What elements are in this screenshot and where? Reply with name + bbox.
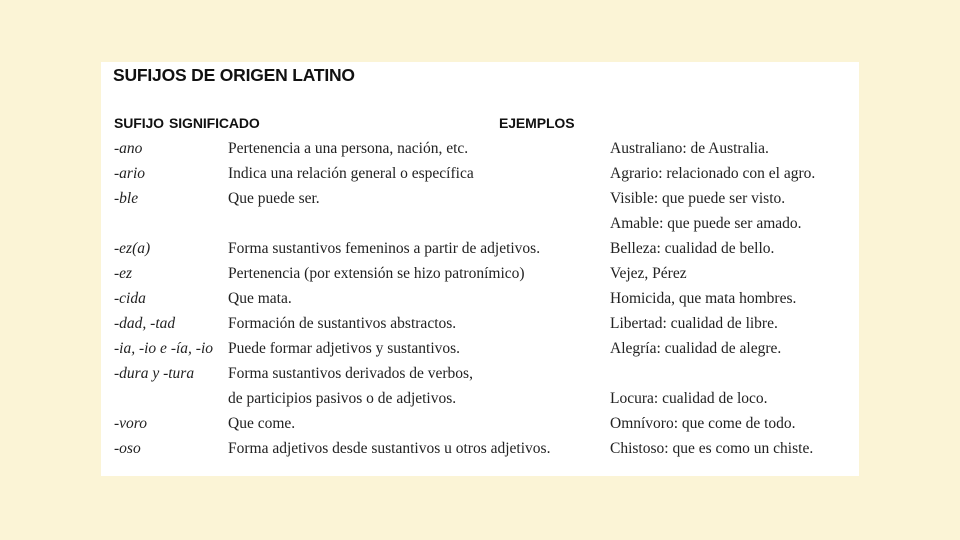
meaning-cell: Formación de sustantivos abstractos.: [228, 315, 457, 332]
meaning-cell: Que come.: [228, 415, 296, 432]
suffix-cell: -oso: [114, 440, 141, 457]
table-row: [101, 215, 859, 240]
suffix-cell: -ario: [114, 165, 145, 182]
example-cell: Chistoso: que es como un chiste.: [610, 440, 814, 457]
table-row: [101, 140, 859, 165]
suffix-cell: -dura y -tura: [114, 365, 195, 382]
meaning-cell: de participios pasivos o de adjetivos.: [228, 390, 457, 407]
suffix-cell: -cida: [114, 290, 146, 307]
example-cell: Vejez, Pérez: [610, 265, 687, 282]
example-cell: Agrario: relacionado con el agro.: [610, 165, 816, 182]
table-row: [101, 440, 859, 465]
table-row: [101, 165, 859, 190]
example-cell: Amable: que puede ser amado.: [610, 215, 802, 232]
example-cell: Visible: que puede ser visto.: [610, 190, 786, 207]
example-cell: Libertad: cualidad de libre.: [610, 315, 778, 332]
meaning-cell: Que puede ser.: [228, 190, 320, 207]
meaning-cell: Forma adjetivos desde sustantivos u otros adjetivos.: [228, 440, 551, 457]
document-page: [101, 62, 859, 476]
header-ejemplos: EJEMPLOS: [499, 115, 575, 131]
meaning-cell: Puede formar adjetivos y sustantivos.: [228, 340, 461, 357]
example-cell: Alegría: cualidad de alegre.: [610, 340, 782, 357]
table-row: [101, 415, 859, 440]
example-cell: Homicida, que mata hombres.: [610, 290, 797, 307]
table-row: [101, 190, 859, 215]
header-sufijo: SUFIJO: [114, 115, 164, 131]
suffix-cell: -ez: [114, 265, 133, 282]
meaning-cell: Pertenencia a una persona, nación, etc.: [228, 140, 469, 157]
example-cell: Locura: cualidad de loco.: [610, 390, 768, 407]
table-row: [101, 390, 859, 415]
meaning-cell: Forma sustantivos derivados de verbos,: [228, 365, 473, 382]
meaning-cell: Forma sustantivos femeninos a partir de adjetivos.: [228, 240, 541, 257]
table-row: [101, 265, 859, 290]
meaning-cell: Pertenencia (por extensión se hizo patronímico): [228, 265, 525, 282]
suffix-cell: -ble: [114, 190, 139, 207]
meaning-cell: Que mata.: [228, 290, 292, 307]
suffix-cell: -dad, -tad: [114, 315, 176, 332]
table-row: [101, 365, 859, 390]
table-row: [101, 315, 859, 340]
suffix-cell: -ano: [114, 140, 143, 157]
header-significado: SIGNIFICADO: [169, 115, 260, 131]
suffix-cell: -ia, -io e -ía, -io: [114, 340, 214, 357]
meaning-cell: Indica una relación general o específica: [228, 165, 474, 182]
example-cell: Belleza: cualidad de bello.: [610, 240, 775, 257]
document-title: SUFIJOS DE ORIGEN LATINO: [113, 65, 355, 85]
table-row: [101, 240, 859, 265]
suffix-cell: -ez(a): [114, 240, 151, 257]
table-row: [101, 340, 859, 365]
example-cell: Omnívoro: que come de todo.: [610, 415, 796, 432]
example-cell: Australiano: de Australia.: [610, 140, 769, 157]
table-row: [101, 290, 859, 315]
suffix-cell: -voro: [114, 415, 147, 432]
